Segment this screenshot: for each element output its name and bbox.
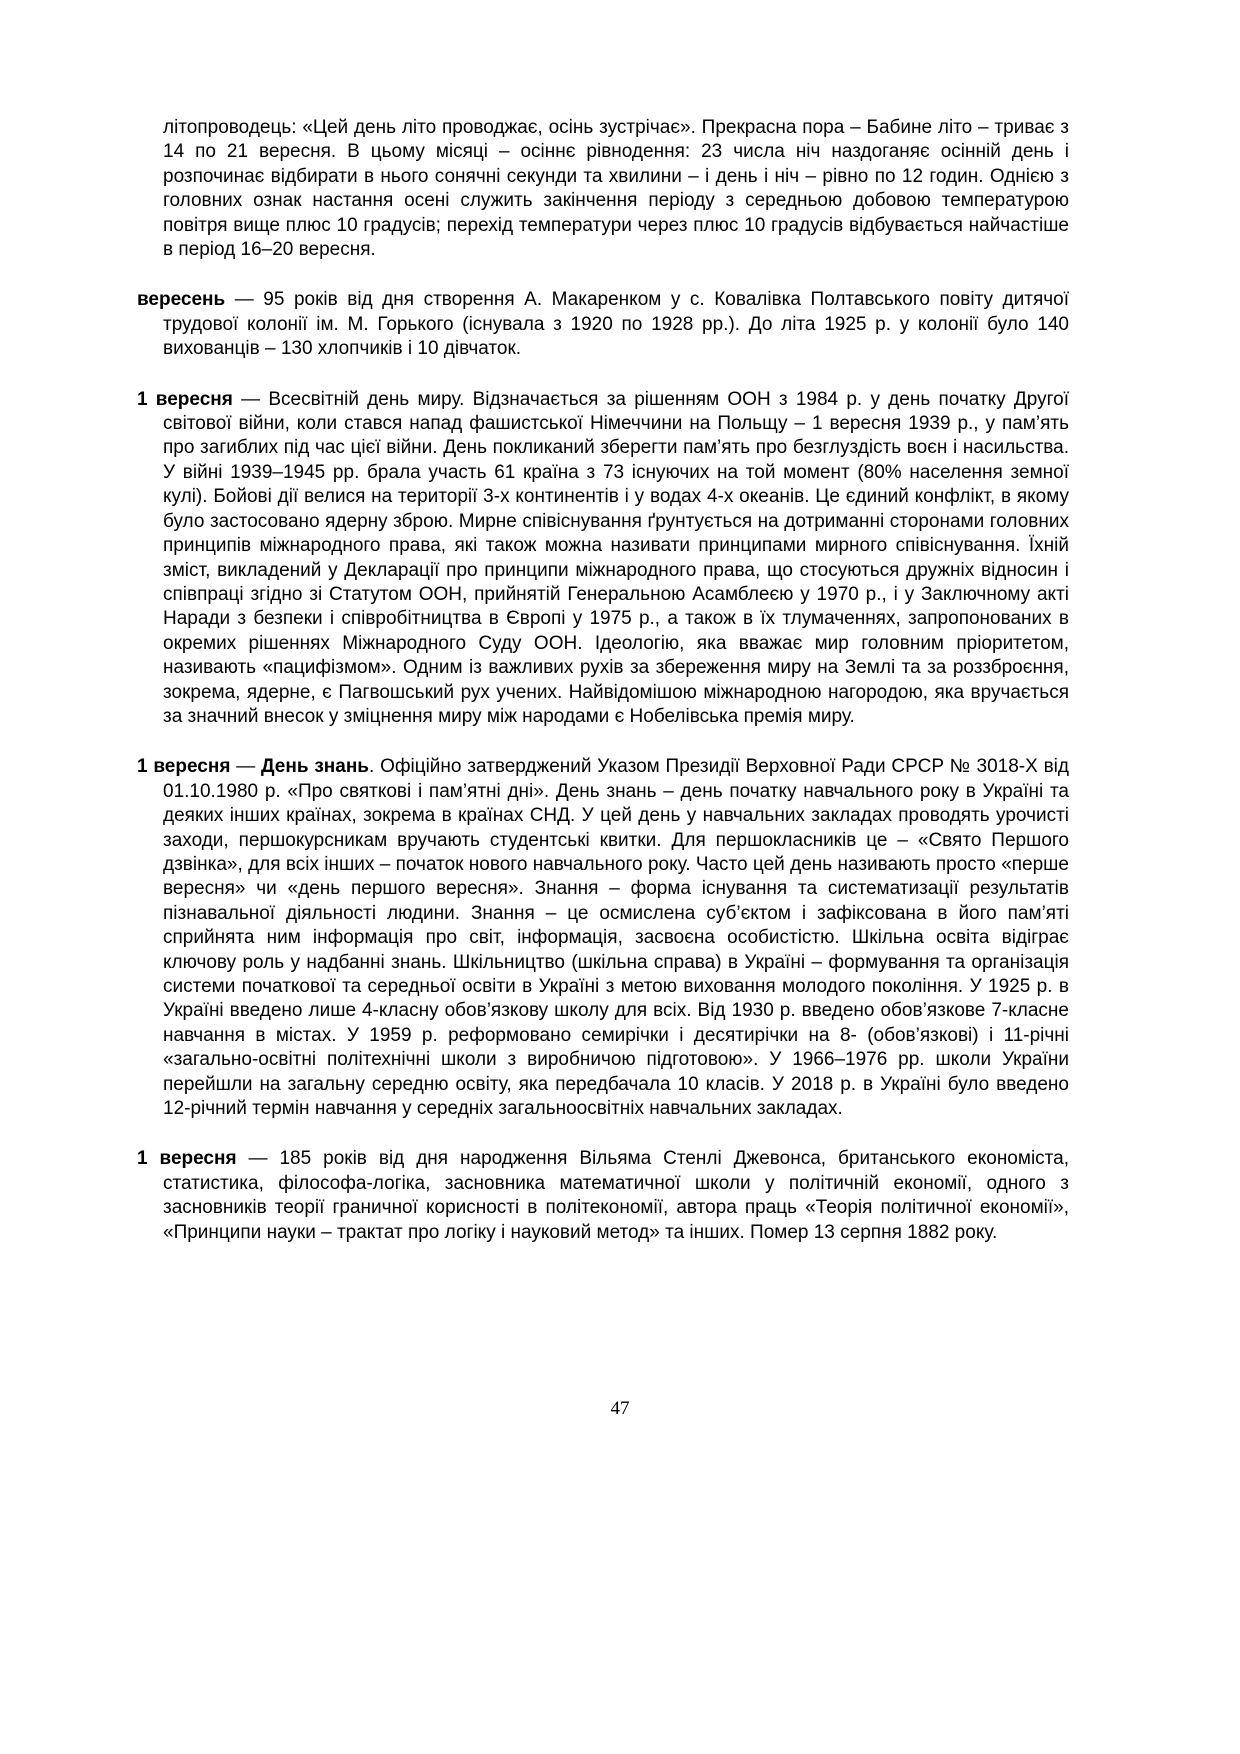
entry-date: вересень <box>137 289 226 311</box>
entry-text: 185 років від дня народження Вільяма Стенлі Джевонса, британського економіста, статистика, філософа-логіка, засновника математичної школи у політичній економії, одного з засновників теорії граничної корисності в політекономії, автора праць «Теорія політичної економії», «Принципи науки – трактат про логіку і науковий метод» та інших. Помер 13 серпня 1882 року. <box>163 1148 1069 1243</box>
entry-dash: — <box>225 289 264 311</box>
calendar-entry <box>137 755 1069 1121</box>
entry-date: 1 вересня <box>137 388 233 410</box>
entry-dash: — <box>236 1148 280 1170</box>
calendar-entry <box>137 1147 1069 1245</box>
calendar-entry <box>137 388 1069 730</box>
entry-highlight: День знань <box>261 756 369 778</box>
entry-text: Всесвітній день миру. Відзначається за рішенням ООН з 1984 р. у день початку Другої світової війни, коли стався напад фашистської Німеччини на Польщу – 1 вересня 1939 р., у пам’ять про загиблих під час цієї війни. День покликаний зберегти пам’ять про безглуздість воєн і насильства. У війні 1939–1945 рр. брала участь 61 країна з 73 існуючих на той момент (80% населення земної кулі). Бойові дії велися на території 3-х континентів і у водах 4-х океанів. Це єдиний конфлікт, в якому було застосовано ядерну зброю. Мирне співіснування ґрунтується на дотриманні сторонами головних принципів міжнародного права, які також можна називати принципами мирного співіснування. Їхній зміст, викладений у Декларації про принципи міжнародного права, що стосуються дружніх відносин і співпраці згідно зі Статутом ООН, прийнятій Генеральною Асамблеєю у 1970 р., і у Заключному акті Наради з безпеки і співробітництва в Європі у 1975 р., а також в їх тлумаченнях, запропонованих в окремих рішеннях Міжнародного Суду ООН. Ідеологію, яка вважає мир головним пріоритетом, називають «пацифізмом». Одним із важливих рухів за збереження миру на Землі та за роззброєння, зокрема, ядерне, є Пагвошський рух учених. Найвідомішою міжнародною нагородою, яка вручається за значний внесок у зміцнення миру між народами є Нобелівська премія миру. <box>163 388 1069 727</box>
entry-text: 95 років від дня створення А. Макаренком у с. Ковалівка Полтавського повіту дитячої трудової колонії ім. М. Горького (існувала з 1920 по 1928 рр.). До літа 1925 р. у колонії було 140 вихованців – 130 хлопчиків і 10 дівчаток. <box>163 289 1069 360</box>
continuation-paragraph: літопроводець: «Цей день літо проводжає, осінь зустрічає». Прекрасна пора – Бабине літо – триває з 14 по 21 вересня. В цьому місяці – осіннє рівнодення: 23 числа ніч наздоганяє осінній день і розпочинає відбирати в нього сонячні секунди та хвилини – і день і ніч – рівно по 12 годин. Однією з головних ознак настання осені служить закінчення періоду з середньою добовою температурою повітря вище плюс 10 градусів; перехід температури через плюс 10 градусів відбувається найчастіше в період 16–20 вересня. <box>163 117 1069 261</box>
entry-date: 1 вересня <box>137 756 231 778</box>
page-content <box>137 116 1069 1271</box>
page-number: 47 <box>610 1398 630 1419</box>
entry-date: 1 вересня <box>137 1148 237 1170</box>
calendar-entry <box>137 288 1069 361</box>
entry-dash: — <box>230 756 262 778</box>
entry-text: . Офіційно затверджений Указом Президії Верховної Ради СРСР № 3018-X від 01.10.1980 р. «Про святкові і пам’ятні дні». День знань – день початку навчального року в Україні та деяких інших країнах, зокрема в країнах СНД. У цей день у навчальних закладах проводять урочисті заходи, першокурсникам вручають студентські квитки. Для першокласників це – «Свято Першого дзвінка», для всіх інших – початок нового навчального року. Часто цей день називають просто «перше вересня» чи «день першого вересня». Знання – форма існування та систематизації результатів пізнавальної діяльності людини. Знання – це осмислена суб’єктом і зафіксована в його пам’яті сприйнята ним інформація про світ, інформація, засвоєна особистістю. Шкільна освіта відіграє ключову роль у надбанні знань. Шкільництво (шкільна справа) в Україні – формування та організація системи початкової та середньої освіти в Україні з метою виховання молодого покоління. У 1925 р. в Україні введено лише 4-класну обов’язкову школу для всіх. Від 1930 р. введено обов’язкове 7-класне навчання в містах. У 1959 р. реформовано семирічки і десятирічки на 8- (обов’язкові) і 11-річні «загально-освітні політехнічні школи з виробничою підготовою». У 1966–1976 рр. школи України перейшли на загальну середню освіту, яка передбачала 10 класів. У 2018 р. в Україні було введено 12-річний термін навчання у середніх загальноосвітніх навчальних закладах. <box>163 756 1069 1120</box>
entry-dash: — <box>232 388 269 410</box>
